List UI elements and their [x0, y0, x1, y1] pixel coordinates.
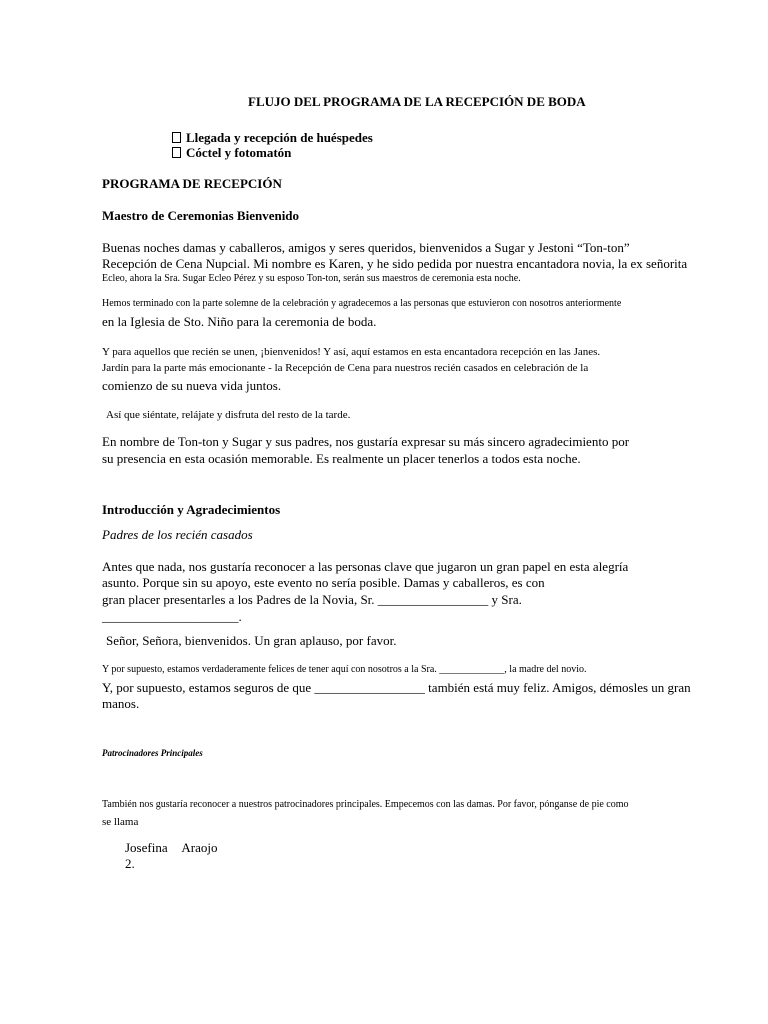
- welcome-line: comienzo de su nueva vida juntos.: [102, 378, 282, 393]
- intro-line: manos.: [102, 696, 140, 711]
- checklist-item: Cóctel y fotomatón: [172, 145, 291, 161]
- welcome-line: su presencia en esta ocasión memorable. Es realmente un placer tenerlos a todos esta noche.: [102, 451, 581, 466]
- checklist-item: Llegada y recepción de huéspedes: [172, 130, 373, 146]
- intro-line: asunto. Porque sin su apoyo, este evento no sería posible. Damas y caballeros, es con: [102, 575, 545, 590]
- checkbox-icon: [172, 147, 181, 158]
- intro-line: Y por supuesto, estamos verdaderamente felices de tener aquí con nosotros a la Sra. _____________, la madre del novio.: [102, 664, 587, 675]
- checkbox-icon: [172, 132, 181, 143]
- program-heading: PROGRAMA DE RECEPCIÓN: [102, 176, 282, 191]
- sponsor-first-name: Josefina: [125, 840, 168, 855]
- intro-line: Y, por supuesto, estamos seguros de que _________________ también está muy feliz. Amigos, démosles un gran: [102, 680, 691, 695]
- sponsors-line: se llama: [102, 816, 139, 828]
- welcome-line: Hemos terminado con la parte solemne de la celebración y agradecemos a las personas que estuvieron con nosotros anteriormente: [102, 298, 622, 309]
- welcome-line: Así que siéntate, relájate y disfruta del resto de la tarde.: [106, 409, 351, 421]
- intro-line: gran placer presentarles a los Padres de la Novia, Sr. _________________ y Sra.: [102, 592, 522, 607]
- mc-heading: Maestro de Ceremonias Bienvenido: [102, 208, 300, 223]
- sponsors-line: También nos gustaría reconocer a nuestros patrocinadores principales. Empecemos con las damas. Por favor, pónganse de pie como: [102, 799, 629, 810]
- sponsors-heading: Patrocinadores Principales: [102, 748, 203, 758]
- parents-subheading: Padres de los recién casados: [102, 527, 253, 542]
- sponsor-first-name: 2.: [125, 856, 135, 871]
- welcome-line: Y para aquellos que recién se unen, ¡bienvenidos! Y así, aquí estamos en esta encantadora recepción en las Janes.: [102, 346, 601, 358]
- intro-line: _____________________.: [102, 609, 242, 624]
- sponsor-list-item: [125, 856, 135, 872]
- sponsor-last-name: Araojo: [181, 840, 218, 855]
- intro-heading: Introducción y Agradecimientos: [102, 502, 281, 517]
- welcome-line: en la Iglesia de Sto. Niño para la ceremonia de boda.: [102, 314, 377, 329]
- intro-line: Antes que nada, nos gustaría reconocer a las personas clave que jugaron un gran papel en esta alegría: [102, 559, 629, 574]
- welcome-line: Buenas noches damas y caballeros, amigos y seres queridos, bienvenidos a Sugar y Jestoni “Ton-ton”: [102, 240, 630, 255]
- welcome-line: Ecleo, ahora la Sra. Sugar Ecleo Pérez y su esposo Ton-ton, serán sus maestros de ceremonia esta noche.: [102, 273, 521, 284]
- document-title: FLUJO DEL PROGRAMA DE LA RECEPCIÓN DE BODA: [248, 94, 586, 109]
- sponsor-list-item: [125, 840, 218, 856]
- intro-line: Señor, Señora, bienvenidos. Un gran aplauso, por favor.: [106, 633, 397, 648]
- welcome-line: Jardín para la parte más emocionante - la Recepción de Cena para nuestros recién casados en celebración de la: [102, 362, 589, 374]
- welcome-line: Recepción de Cena Nupcial. Mi nombre es Karen, y he sido pedida por nuestra encantadora novia, la ex señorita: [102, 256, 688, 271]
- welcome-line: En nombre de Ton-ton y Sugar y sus padres, nos gustaría expresar su más sincero agradecimiento por: [102, 434, 630, 449]
